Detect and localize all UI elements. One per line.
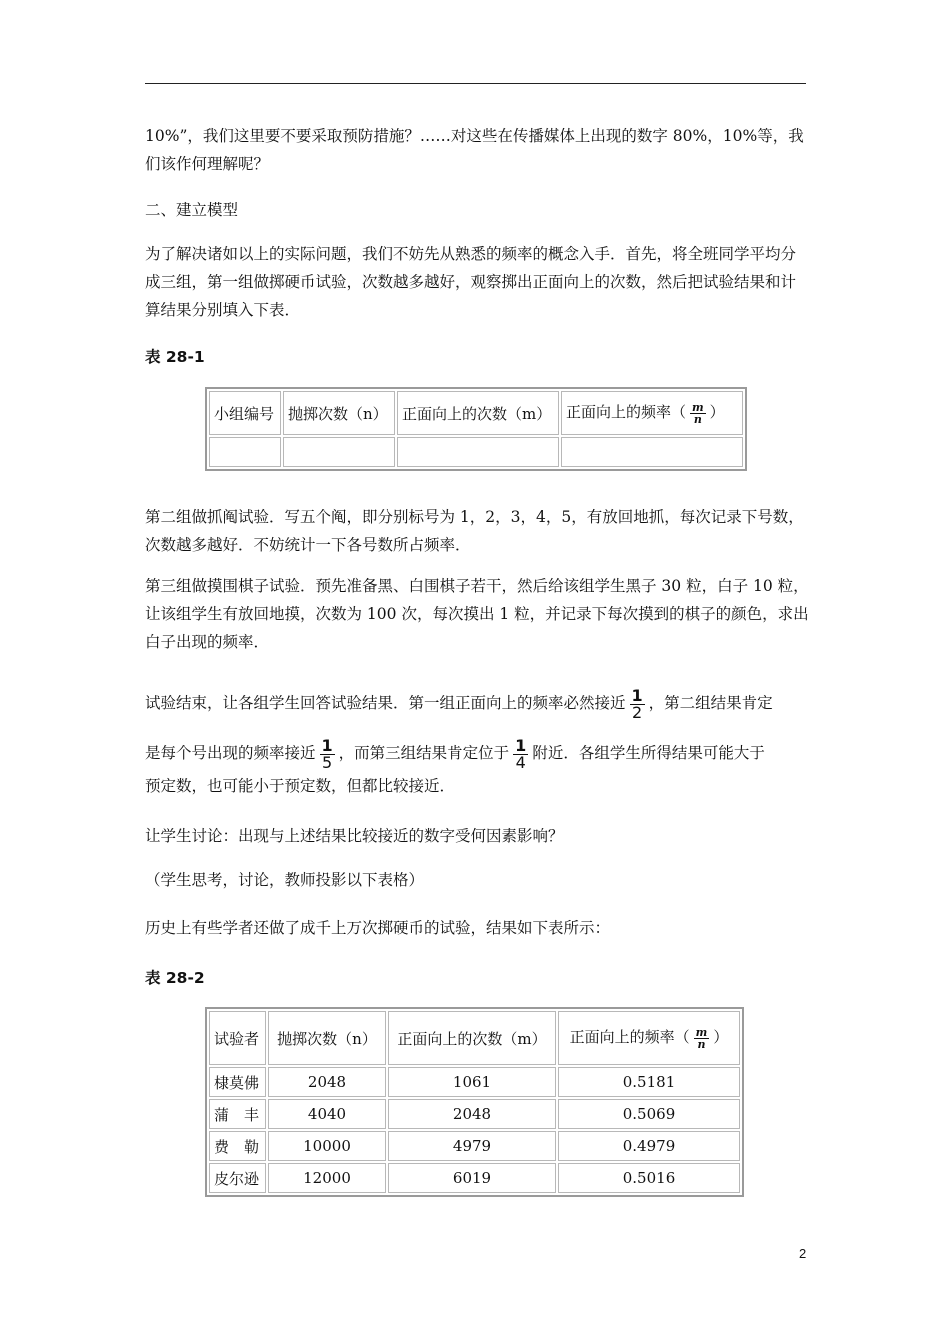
table-header-cell: 正面向上的次数（m） (397, 391, 559, 435)
table1-caption: 表 28-1 (145, 348, 205, 366)
table-cell: 0.4979 (558, 1131, 740, 1161)
page-number: 2 (799, 1246, 807, 1261)
text-run: ，第二组结果肯定 (648, 694, 773, 712)
fraction-denominator: n (693, 412, 702, 426)
paragraph-group2: 第二组做抓阄试验．写五个阄，即分别标号为 1，2，3，4，5，有放回地抓，每次记录下号数，次数越多越好．不妨统计一下各号数所占频率． (145, 508, 804, 554)
text-run: 试验结束，让各组学生回答试验结果．第一组正面向上的频率必然接近 (145, 694, 626, 712)
fraction-numerator: m (695, 1025, 708, 1039)
table-cell-name: 费 勒 (209, 1131, 266, 1161)
paragraph-history: 历史上有些学者还做了成千上万次掷硬币的试验，结果如下表所示： (145, 919, 611, 937)
table-header-cell: 抛掷次数（n） (283, 391, 395, 435)
table-cell: 12000 (268, 1163, 386, 1193)
header-text: ） (713, 1028, 729, 1047)
table-header-cell: 正面向上的次数（m） (388, 1011, 556, 1065)
fraction-numerator: 1 (515, 735, 527, 755)
paragraph-projection: （学生思考，讨论，教师投影以下表格） (145, 871, 425, 889)
paragraph-model: 为了解决诸如以上的实际问题，我们不妨先从熟悉的频率的概念入手．首先，将全班同学平均分成三组，第一组做掷硬币试验，次数越多越好，观察掷出正面向上的次数，然后把试验结果和计算结果分别填入下表． (145, 245, 797, 319)
fraction-one-half (630, 685, 645, 722)
fraction-numerator: m (692, 400, 704, 414)
fraction-numerator: 1 (321, 735, 333, 755)
table-header-cell (561, 391, 743, 435)
table-header-cell: 试验者 (209, 1011, 266, 1065)
table-cell: 10000 (268, 1131, 386, 1161)
table-cell: 2048 (388, 1099, 556, 1129)
table-row (209, 1131, 740, 1161)
header-text: 正面向上的频率（ (569, 1028, 690, 1047)
table-cell (561, 437, 743, 467)
paragraph-intro: 10%”，我们这里要不要采取预防措施？……对这些在传播媒体上出现的数字 80%，10%等，我们该作何理解呢？ (145, 127, 804, 173)
table-row (209, 437, 743, 467)
fraction-denominator: 5 (321, 752, 333, 772)
header-rule (145, 83, 806, 84)
table-cell: 4979 (388, 1131, 556, 1161)
fraction-numerator: 1 (631, 685, 643, 705)
table-cell: 1061 (388, 1067, 556, 1097)
table-header-cell: 抛掷次数（n） (268, 1011, 386, 1065)
table-cell (397, 437, 559, 467)
table-cell: 0.5016 (558, 1163, 740, 1193)
fraction-denominator: 4 (515, 752, 526, 772)
table2-caption: 表 28-2 (145, 969, 205, 987)
table-header-cell: 小组编号 (209, 391, 281, 435)
table-cell: 0.5181 (558, 1067, 740, 1097)
table-header-row (209, 391, 743, 435)
header-text: ） (709, 403, 725, 422)
table-cell: 0.5069 (558, 1099, 740, 1129)
paragraph-results-line3: 预定数，也可能小于预定数，但都比较接近． (145, 777, 456, 795)
fraction-denominator: 2 (631, 702, 643, 722)
table-cell: 2048 (268, 1067, 386, 1097)
paragraph-discussion: 让学生讨论：出现与上述结果比较接近的数字受何因素影响？ (145, 827, 564, 845)
table-cell (283, 437, 395, 467)
table-28-1 (205, 387, 747, 471)
table-cell (209, 437, 281, 467)
fraction-one-quarter (513, 735, 528, 772)
table-cell-name: 棣莫佛 (209, 1067, 266, 1097)
fraction-one-fifth (320, 735, 335, 772)
table-cell: 6019 (388, 1163, 556, 1193)
table-row (209, 1163, 740, 1193)
table-row (209, 1099, 740, 1129)
paragraph-group3: 第三组做摸围棋子试验．预先准备黑、白围棋子若干，然后给该组学生黑子 30 粒，白子 10 粒，让该组学生有放回地摸，次数为 100 次，每次摸出 1 粒，并记录下每次摸到的棋子的颜色，求出白子出现的频率． (145, 577, 809, 651)
table-row (209, 1067, 740, 1097)
text-run: ，而第三组结果肯定位于 (338, 744, 510, 762)
table-cell-name: 蒲 丰 (209, 1099, 266, 1129)
fraction-m-over-n (694, 1027, 710, 1050)
header-text: 正面向上的频率（ (566, 403, 687, 422)
section-heading: 二、建立模型 (145, 201, 239, 219)
table-28-2 (205, 1007, 744, 1197)
table-cell-name: 皮尔逊 (209, 1163, 266, 1193)
table-header-cell (558, 1011, 740, 1065)
table-header-row (209, 1011, 740, 1065)
text-run: 附近．各组学生所得结果可能大于 (532, 744, 765, 762)
fraction-denominator: n (697, 1037, 706, 1051)
paragraph-results-line1 (145, 676, 810, 730)
fraction-m-over-n (690, 402, 706, 425)
table-cell: 4040 (268, 1099, 386, 1129)
text-run: 是每个号出现的频率接近 (145, 744, 316, 762)
